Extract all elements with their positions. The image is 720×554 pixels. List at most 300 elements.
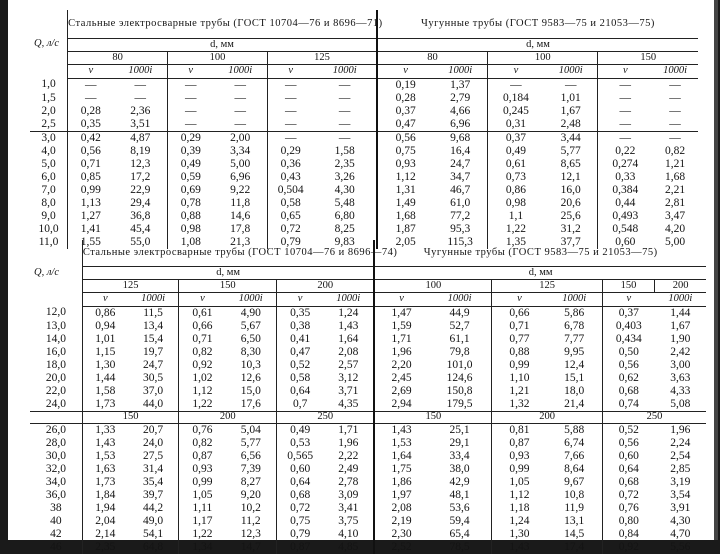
velocity-cell: 0,94 [95, 319, 116, 332]
table-row [30, 184, 698, 197]
slope-cell: 1,67 [670, 319, 691, 332]
flow-rate-cell: 16,0 [30, 346, 82, 359]
velocity-cell: 0,59 [180, 170, 201, 183]
slope-cell: 2,35 [313, 158, 377, 171]
slope-cell: 15,4 [128, 333, 179, 346]
velocity-cell: 1,94 [95, 501, 116, 514]
slope-cell: 19,7 [128, 346, 179, 359]
velocity-cell: 1,24 [509, 514, 530, 527]
diameter-header: 200 [277, 279, 375, 292]
slope-cell: 2,85 [670, 462, 691, 475]
q-column-header: Q, л/с [30, 240, 82, 306]
slope-cell: 1,44 [670, 306, 691, 319]
slope-cell: 17,2 [113, 171, 167, 184]
slope-cell: 1,58 [313, 145, 377, 158]
table-row [30, 145, 698, 158]
velocity-cell: 0,79 [280, 235, 301, 248]
slope-cell: 5,04 [225, 423, 276, 437]
velocity-cell: 1,05 [509, 475, 530, 488]
slope-cell: 8,30 [225, 346, 276, 359]
slope-cell: 35,4 [128, 476, 179, 489]
velocity-cell: 0,37 [487, 131, 543, 145]
slope-cell: 61,1 [428, 333, 492, 346]
steel-diameter-label: d, мм [82, 266, 374, 279]
slope-cell: — [313, 78, 377, 92]
slope-cell: — [313, 105, 377, 118]
slope-cell: 4,10 [323, 528, 374, 541]
velocity-cell: 1,87 [395, 222, 416, 235]
velocity-cell: 0,274 [612, 157, 639, 170]
flow-rate-cell: 28,0 [30, 437, 82, 450]
slope-cell: 78,5 [428, 541, 492, 554]
velocity-cell: 0,75 [290, 514, 311, 527]
velocity-cell: 1,05 [192, 488, 213, 501]
velocity-column-header: v [68, 64, 114, 78]
diameter-header: 100 [374, 279, 492, 292]
slope-cell: 2,42 [670, 345, 691, 358]
slope-cell: 44,9 [428, 306, 492, 320]
velocity-cell: 0,49 [180, 157, 201, 170]
slope-cell: 45,4 [113, 223, 167, 236]
table-row [30, 78, 698, 92]
velocity-cell: 0,68 [290, 488, 311, 501]
velocity-cell: 2,45 [391, 371, 412, 384]
velocity-cell: 1,55 [80, 235, 101, 248]
velocity-cell: 0,77 [509, 332, 530, 345]
velocity-cell: 0,56 [377, 131, 433, 145]
slope-cell: 12,1 [544, 171, 598, 184]
velocity-cell: 0,66 [192, 319, 213, 332]
slope-column-header: 1000i [428, 292, 492, 306]
slope-cell: 5,86 [547, 306, 603, 320]
velocity-cell: 0,78 [180, 196, 201, 209]
velocity-column-header: v [374, 292, 428, 306]
velocity-cell: 0,36 [280, 157, 301, 170]
velocity-cell: 1,63 [95, 462, 116, 475]
velocity-cell: 2,08 [391, 501, 412, 514]
diameter-header: 150 [179, 279, 277, 292]
slope-cell: 1,01 [544, 92, 598, 105]
table-row [30, 541, 706, 554]
flow-rate-cell: 1,5 [30, 92, 68, 105]
velocity-cell: 0,548 [612, 222, 639, 235]
velocity-column-header: v [598, 64, 652, 78]
velocity-cell: — [85, 78, 97, 91]
velocity-cell: 0,47 [290, 345, 311, 358]
velocity-cell: 0,74 [618, 397, 639, 410]
velocity-cell: 0,56 [80, 144, 101, 157]
slope-cell: 124,6 [428, 372, 492, 385]
velocity-cell: 0,56 [618, 358, 639, 371]
velocity-cell: 0,86 [95, 306, 116, 319]
slope-cell: — [213, 105, 267, 118]
velocity-cell: 0,93 [509, 449, 530, 462]
slope-cell: 1,43 [323, 320, 374, 333]
slope-cell: 9,68 [433, 131, 487, 145]
slope-cell: 10,8 [547, 489, 603, 502]
velocity-cell: 0,98 [505, 196, 526, 209]
slope-cell: 25,6 [544, 210, 598, 223]
velocity-cell: 0,7 [292, 397, 308, 410]
slope-cell: 115,3 [433, 236, 487, 249]
flow-rate-cell: 2,0 [30, 105, 68, 118]
slope-cell: 21,3 [213, 236, 267, 249]
flow-rate-cell: 26,0 [30, 423, 82, 437]
velocity-cell: 0,58 [280, 196, 301, 209]
velocity-cell: 0,64 [618, 462, 639, 475]
slope-cell: 5,56 [670, 540, 691, 553]
slope-cell: 21,4 [547, 398, 603, 412]
velocity-cell: 0,52 [618, 423, 639, 436]
table-row [30, 437, 706, 450]
slope-cell: 1,37 [433, 78, 487, 92]
flow-rate-cell: 8,0 [30, 197, 68, 210]
velocity-cell: 1,32 [509, 397, 530, 410]
q-column-header: Q, л/с [30, 10, 68, 78]
velocity-cell: 0,44 [615, 196, 636, 209]
velocity-cell: — [284, 117, 297, 130]
velocity-cell: 0,33 [615, 170, 636, 183]
slope-cell: — [113, 92, 167, 105]
table-row [30, 197, 698, 210]
velocity-cell: 0,31 [505, 117, 526, 130]
velocity-cell: 0,49 [290, 423, 311, 436]
table-row [30, 450, 706, 463]
velocity-cell: 2,19 [391, 514, 412, 527]
slope-cell: — [213, 92, 267, 105]
slope-cell: 49,0 [128, 515, 179, 528]
velocity-cell: 1,33 [95, 423, 116, 436]
velocity-cell: 0,76 [192, 423, 213, 436]
flow-rate-cell: 7,0 [30, 184, 68, 197]
slope-cell: 11,9 [547, 502, 603, 515]
velocity-cell: 0,99 [509, 462, 530, 475]
diameter-header: 250 [602, 411, 706, 423]
table-row [30, 515, 706, 528]
slope-cell: 31,4 [128, 463, 179, 476]
slope-cell: 11,5 [128, 306, 179, 320]
flow-rate-cell: 10,0 [30, 223, 68, 236]
slope-cell: 3,19 [670, 475, 691, 488]
velocity-cell: 0,19 [395, 78, 416, 91]
slope-cell: 10,3 [225, 359, 276, 372]
velocity-cell: 0,64 [290, 384, 311, 397]
diameter-header: 125 [492, 279, 603, 292]
velocity-cell: 0,93 [395, 157, 416, 170]
table-row [30, 398, 706, 412]
slope-column-header: 1000i [225, 292, 276, 306]
flow-rate-cell: 22,0 [30, 385, 82, 398]
velocity-cell: 0,85 [80, 170, 101, 183]
velocity-cell: 0,49 [505, 144, 526, 157]
slope-cell: 1,24 [323, 306, 374, 320]
slope-cell: 52,7 [428, 320, 492, 333]
velocity-cell: 0,41 [290, 332, 311, 345]
velocity-cell: 1,18 [509, 501, 530, 514]
diameter-header: 125 [268, 51, 377, 64]
velocity-cell: 1,73 [95, 475, 116, 488]
slope-cell: 3,41 [323, 502, 374, 515]
slope-cell: 64,8 [128, 541, 179, 554]
flow-rate-cell: 42 [30, 528, 82, 541]
slope-cell: 3,12 [323, 372, 374, 385]
velocity-cell: 2,69 [391, 384, 412, 397]
velocity-cell: 0,52 [290, 358, 311, 371]
velocity-cell: 1,64 [391, 449, 412, 462]
steel-pipes-title: Стальные электросварные трубы (ГОСТ 10704—76 и 8696—74) [82, 240, 374, 266]
velocity-cell: 0,81 [509, 423, 530, 436]
slope-cell: 24,7 [128, 359, 179, 372]
slope-cell: 2,57 [323, 359, 374, 372]
flow-rate-cell: 9,0 [30, 210, 68, 223]
velocity-cell: 1,86 [391, 475, 412, 488]
slope-cell: 24,7 [433, 158, 487, 171]
slope-cell: 5,48 [313, 197, 377, 210]
slope-cell: 1,96 [670, 423, 691, 436]
velocity-cell: 0,37 [395, 104, 416, 117]
diameter-header: 125 [82, 279, 179, 292]
velocity-column-header: v [377, 64, 433, 78]
velocity-cell: — [185, 91, 197, 104]
velocity-cell: 0,98 [180, 222, 201, 235]
table-row [30, 223, 698, 236]
slope-cell: 10,2 [225, 502, 276, 515]
velocity-cell: — [510, 78, 522, 91]
slope-cell: 65,4 [428, 528, 492, 541]
velocity-column-header: v [179, 292, 226, 306]
diameter-header: 100 [487, 51, 598, 64]
slope-cell: 6,80 [313, 210, 377, 223]
table-row [30, 210, 698, 223]
velocity-cell: 0,71 [192, 332, 213, 345]
slope-cell: 14,6 [213, 210, 267, 223]
slope-cell: 2,22 [323, 450, 374, 463]
cast-iron-pipes-title: Чугунные трубы (ГОСТ 9583—75 и 21053—75) [377, 10, 698, 38]
slope-cell: 15,1 [547, 372, 603, 385]
slope-cell: 1,68 [664, 170, 686, 183]
velocity-cell: 0,42 [68, 131, 114, 145]
velocity-cell: 0,493 [612, 209, 639, 222]
flow-rate-cell: 18,0 [30, 359, 82, 372]
velocity-cell: 0,61 [192, 306, 213, 319]
slope-cell: 48,1 [428, 489, 492, 502]
velocity-cell: — [284, 91, 297, 104]
slope-cell: 11,2 [225, 515, 276, 528]
velocity-column-header: v [168, 64, 214, 78]
diameter-header: 250 [277, 411, 375, 423]
upper-table-body [30, 78, 698, 249]
velocity-cell: 1,31 [395, 183, 416, 196]
table-row [30, 306, 706, 320]
velocity-cell: 1,41 [80, 222, 101, 235]
table-row [30, 346, 706, 359]
velocity-cell: — [619, 117, 632, 130]
slope-cell: 44,2 [128, 502, 179, 515]
steel-pipes-title: Стальные электросварные трубы (ГОСТ 10704—76 и 8696—71) [68, 10, 377, 38]
velocity-cell: 0,93 [192, 462, 213, 475]
velocity-cell: — [185, 78, 197, 91]
diameter-header: 150 [598, 51, 698, 64]
table-row [30, 158, 698, 171]
slope-cell: 3,54 [670, 488, 691, 501]
slope-cell: 13,4 [128, 320, 179, 333]
flow-rate-cell: 2,5 [30, 118, 68, 132]
velocity-cell: 0,84 [618, 527, 639, 540]
velocity-cell: 1,08 [180, 235, 201, 248]
table-row [30, 423, 706, 437]
slope-cell: — [669, 117, 681, 130]
flow-rate-cell: 4,0 [30, 145, 68, 158]
velocity-cell: 1,68 [395, 209, 416, 222]
slope-cell: 3,26 [313, 171, 377, 184]
table-row [30, 385, 706, 398]
velocity-cell: 0,60 [290, 462, 311, 475]
velocity-cell: 0,565 [287, 449, 314, 462]
slope-cell: 179,5 [428, 398, 492, 412]
diameter-header: 150 [374, 411, 492, 423]
diameter-header: 200 [655, 279, 706, 292]
slope-cell: 1,21 [664, 157, 686, 170]
table-row [30, 320, 706, 333]
velocity-cell: 0,61 [505, 157, 526, 170]
slope-cell: 3,44 [544, 131, 598, 145]
velocity-cell: 1,35 [505, 235, 526, 248]
velocity-cell: 0,87 [509, 436, 530, 449]
velocity-cell: 1,10 [509, 371, 530, 384]
velocity-cell: 1,21 [509, 384, 530, 397]
diameter-subheader-row [30, 411, 706, 423]
slope-cell: 2,21 [664, 183, 686, 196]
slope-cell: 18,0 [547, 385, 603, 398]
velocity-cell: 1,58 [95, 384, 116, 397]
velocity-cell: 0,434 [615, 332, 642, 345]
velocity-cell: 2,30 [391, 527, 412, 540]
velocity-cell: 0,99 [509, 358, 530, 371]
slope-cell: 4,30 [313, 184, 377, 197]
slope-cell: 7,66 [547, 450, 603, 463]
velocity-cell: 1,43 [95, 436, 116, 449]
velocity-cell: 2,05 [395, 235, 416, 248]
velocity-cell: 0,73 [505, 170, 526, 183]
velocity-cell: 1,97 [391, 488, 412, 501]
velocity-cell: 1,12 [192, 384, 213, 397]
slope-cell: 29,4 [113, 197, 167, 210]
slope-column-header: 1000i [544, 64, 598, 78]
velocity-cell: 0,71 [80, 157, 101, 170]
slope-column-header: 1000i [547, 292, 603, 306]
velocity-cell: 0,99 [192, 475, 213, 488]
slope-cell: 34,7 [433, 171, 487, 184]
slope-cell: 150,8 [428, 385, 492, 398]
velocity-cell: 1,96 [391, 345, 412, 358]
slope-cell: 6,56 [225, 450, 276, 463]
slope-cell: 39,7 [128, 489, 179, 502]
velocity-cell: 0,35 [290, 306, 311, 319]
table-row [30, 476, 706, 489]
slope-cell: 5,08 [670, 397, 691, 410]
slope-cell: 12,3 [225, 528, 276, 541]
velocity-cell: 1,02 [192, 371, 213, 384]
velocity-cell: 0,75 [395, 144, 416, 157]
velocity-cell: 1,1 [508, 209, 524, 222]
velocity-cell: 1,73 [95, 397, 116, 410]
slope-cell: 8,27 [225, 476, 276, 489]
diameter-header: 150 [82, 411, 179, 423]
lower-table-body [30, 306, 706, 554]
slope-cell: 1,90 [670, 332, 691, 345]
slope-cell: 2,79 [433, 92, 487, 105]
flow-rate-cell: 24,0 [30, 398, 82, 412]
upper-table [30, 10, 698, 249]
velocity-cell: 0,504 [277, 183, 304, 196]
flow-rate-cell: 46 [30, 541, 82, 554]
slope-cell: 2,81 [664, 196, 686, 209]
diameter-header: 80 [377, 51, 488, 64]
slope-cell: 3,71 [323, 385, 374, 398]
velocity-cell: 0,79 [290, 527, 311, 540]
slope-cell: 1,71 [323, 423, 374, 437]
velocity-cell: 1,49 [395, 196, 416, 209]
slope-cell: 12,6 [225, 372, 276, 385]
slope-cell: 5,77 [544, 145, 598, 158]
slope-cell: — [313, 118, 377, 132]
velocity-cell: — [185, 117, 197, 130]
slope-cell: 37,0 [128, 385, 179, 398]
cast-diameter-label: d, мм [377, 38, 698, 51]
slope-cell: — [313, 131, 377, 145]
table-row [30, 489, 706, 502]
slope-cell: 14,5 [547, 528, 603, 541]
velocity-cell: 0,29 [280, 144, 301, 157]
flow-rate-cell: 5,0 [30, 158, 68, 171]
velocity-cell: 0,29 [168, 131, 214, 145]
cast-diameter-label: d, мм [374, 266, 706, 279]
velocity-cell: 0,60 [618, 449, 639, 462]
table-row [30, 528, 706, 541]
flow-rate-cell: 1,0 [30, 78, 68, 92]
slope-cell: — [669, 104, 681, 117]
slope-cell: — [313, 92, 377, 105]
flow-rate-cell: 20,0 [30, 372, 82, 385]
slope-cell: 7,77 [547, 333, 603, 346]
velocity-cell: 1,75 [391, 462, 412, 475]
slope-cell: 2,78 [323, 476, 374, 489]
slope-cell: 15,0 [225, 385, 276, 398]
velocity-cell: 0,64 [290, 475, 311, 488]
slope-column-header: 1000i [323, 292, 374, 306]
table-row [30, 171, 698, 184]
velocity-cell: — [284, 78, 297, 91]
slope-column-header: 1000i [113, 64, 167, 78]
table-row [30, 372, 706, 385]
velocity-cell: 1,44 [95, 371, 116, 384]
velocity-cell: 0,39 [180, 144, 201, 157]
flow-rate-cell: 11,0 [30, 236, 68, 249]
velocity-cell: — [619, 78, 632, 91]
flow-rate-cell: 40 [30, 515, 82, 528]
velocity-cell: 0,22 [615, 144, 636, 157]
velocity-cell: 0,69 [180, 183, 201, 196]
flow-rate-cell: 38 [30, 502, 82, 515]
slope-cell: 9,22 [213, 184, 267, 197]
velocity-cell: 0,60 [615, 235, 636, 248]
slope-cell: 4,30 [670, 514, 691, 527]
slope-cell: 5,77 [225, 437, 276, 450]
page-edge-shadow [714, 0, 718, 540]
velocity-cell: — [268, 131, 314, 145]
velocity-cell: 0,53 [290, 436, 311, 449]
slope-cell: 20,6 [544, 197, 598, 210]
